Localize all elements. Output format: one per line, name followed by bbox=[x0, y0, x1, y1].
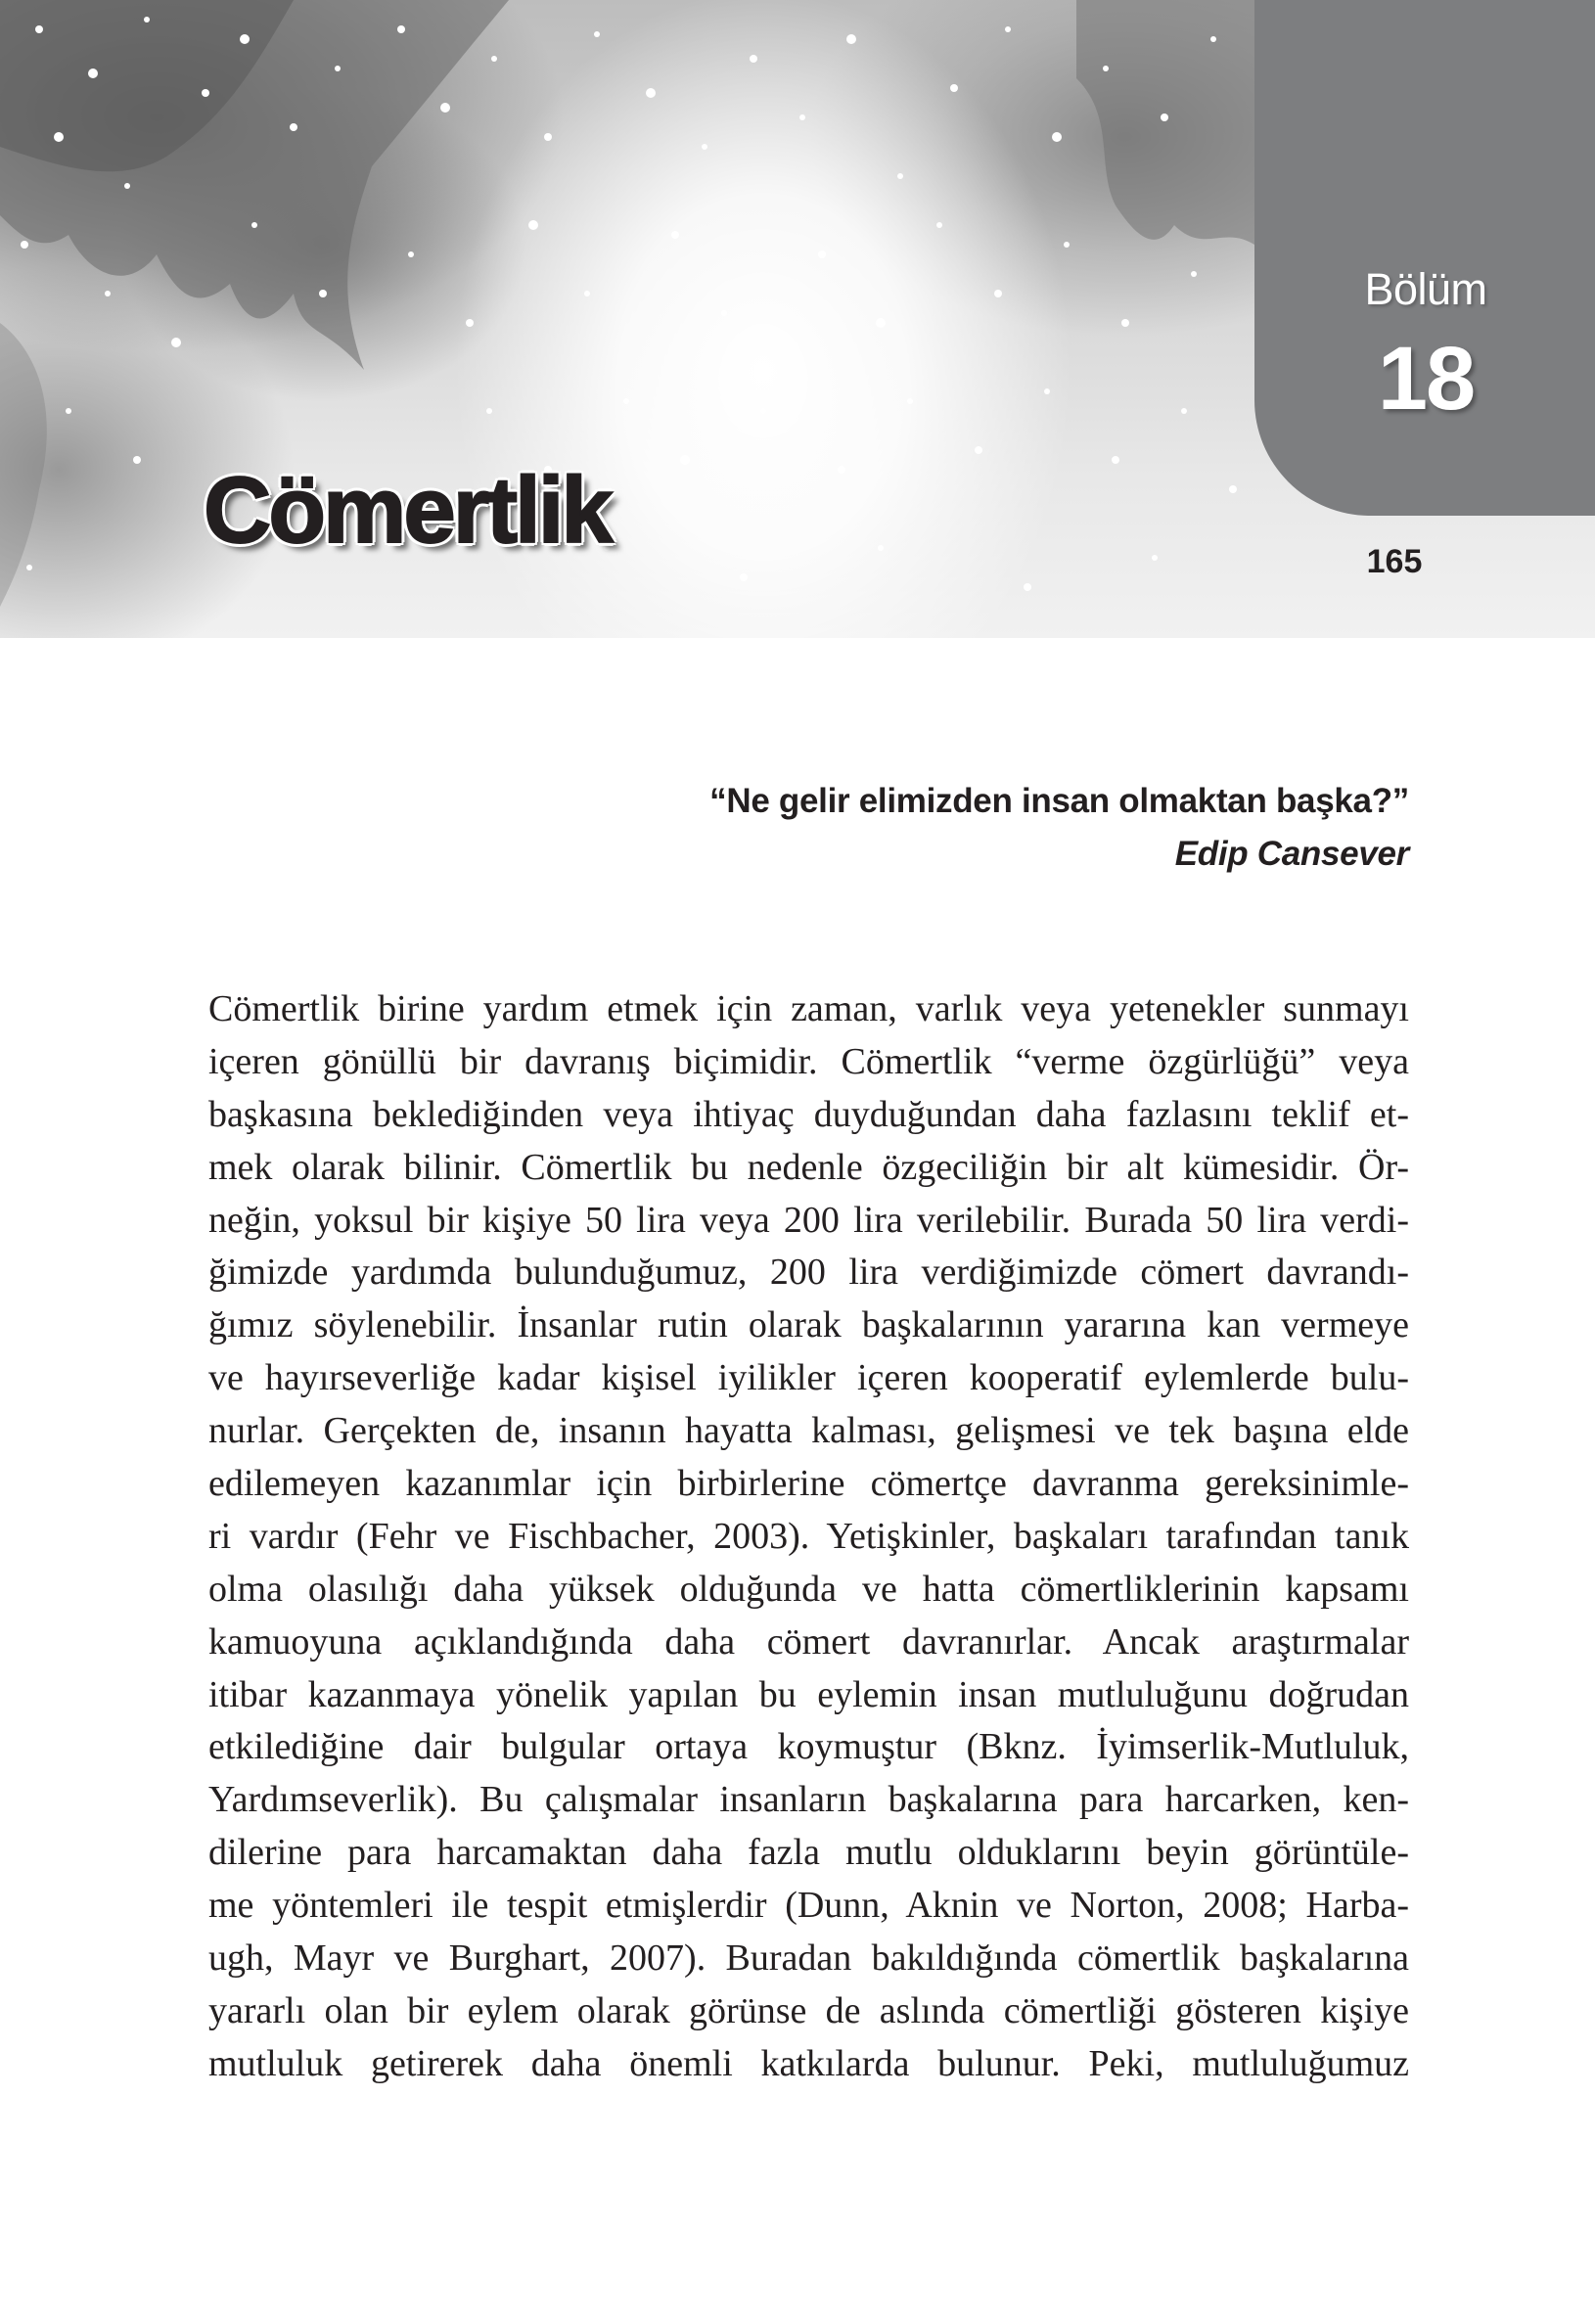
body-line: ğımız söylenebilir. İnsanlar rutin olarak başkalarının yararına kan vermeye bbox=[208, 1304, 1409, 1346]
body-line: ğimizde yardımda bulunduğumuz, 200 lira verdiğimizde cömert davrandı- bbox=[208, 1252, 1409, 1294]
body-line: itibar kazanmaya yönelik yapılan bu eylemin insan mutluluğunu doğrudan bbox=[208, 1673, 1409, 1715]
body-line: neğin, yoksul bir kişiye 50 lira veya 200 lira verilebilir. Burada 50 lira verdi- bbox=[208, 1199, 1409, 1241]
body-line: etkilediğine dair bulgular ortaya koymuştur (Bknz. İyimserlik-Mutluluk, bbox=[208, 1726, 1409, 1768]
body-line: ri vardır (Fehr ve Fischbacher, 2003). Yetişkinler, başkaları tarafından tanık bbox=[208, 1515, 1409, 1557]
body-line: yararlı olan bir eylem olarak görünse de aslında cömertliği gösteren kişiye bbox=[208, 1989, 1409, 2031]
epigraph bbox=[709, 775, 1409, 881]
body-line: mek olarak bilinir. Cömertlik bu nedenle özgeciliğin bir alt kümesidir. Ör- bbox=[208, 1146, 1409, 1188]
page-number: 165 bbox=[1366, 543, 1423, 580]
body-line: olma olasılığı daha yüksek olduğunda ve hatta cömertliklerinin kapsamı bbox=[208, 1568, 1409, 1610]
body-line: me yöntemleri ile tespit etmişlerdir (Dunn, Aknin ve Norton, 2008; Harba- bbox=[208, 1885, 1409, 1927]
body-line: içeren gönüllü bir davranış biçimidir. Cömertlik “verme özgürlüğü” veya bbox=[208, 1040, 1409, 1082]
epigraph-quote: “Ne gelir elimizden insan olmaktan başka?” bbox=[709, 782, 1409, 820]
chapter-number: 18 bbox=[1377, 329, 1475, 429]
body-line: mutluluk getirerek daha önemli katkılarda bulunur. Peki, mutluluğumuz bbox=[208, 2042, 1409, 2084]
body-line: kamuoyuna açıklandığında daha cömert davranırlar. Ancak araştırmalar bbox=[208, 1620, 1409, 1663]
body-line: edilemeyen kazanımlar için birbirlerine cömertçe davranma gereksinimle- bbox=[208, 1463, 1409, 1505]
chapter-tab bbox=[1254, 0, 1595, 516]
epigraph-author: Edip Cansever bbox=[1174, 835, 1409, 873]
body-line: nurlar. Gerçekten de, insanın hayatta kalması, gelişmesi ve tek başına elde bbox=[208, 1410, 1409, 1452]
body-paragraph bbox=[208, 983, 1409, 2091]
body-line: Cömertlik birine yardım etmek için zaman, varlık veya yetenekler sunmayı bbox=[208, 988, 1409, 1029]
header-banner bbox=[0, 0, 1595, 638]
chapter-title: Cömertlik bbox=[204, 458, 611, 563]
body-line: ugh, Mayr ve Burghart, 2007). Buradan bakıldığında cömertlik başkalarına bbox=[208, 1937, 1409, 1980]
body-line: dilerine para harcamaktan daha fazla mutlu olduklarını beyin görüntüle- bbox=[208, 1832, 1409, 1874]
body-line: Yardımseverlik). Bu çalışmalar insanların başkalarına para harcarken, ken- bbox=[208, 1779, 1409, 1821]
body-line: ve hayırseverliğe kadar kişisel iyilikler içeren kooperatif eylemlerde bulu- bbox=[208, 1357, 1409, 1399]
chapter-label: Bölüm bbox=[1364, 264, 1487, 314]
body-line: başkasına beklediğinden veya ihtiyaç duyduğundan daha fazlasını teklif et- bbox=[208, 1093, 1409, 1135]
